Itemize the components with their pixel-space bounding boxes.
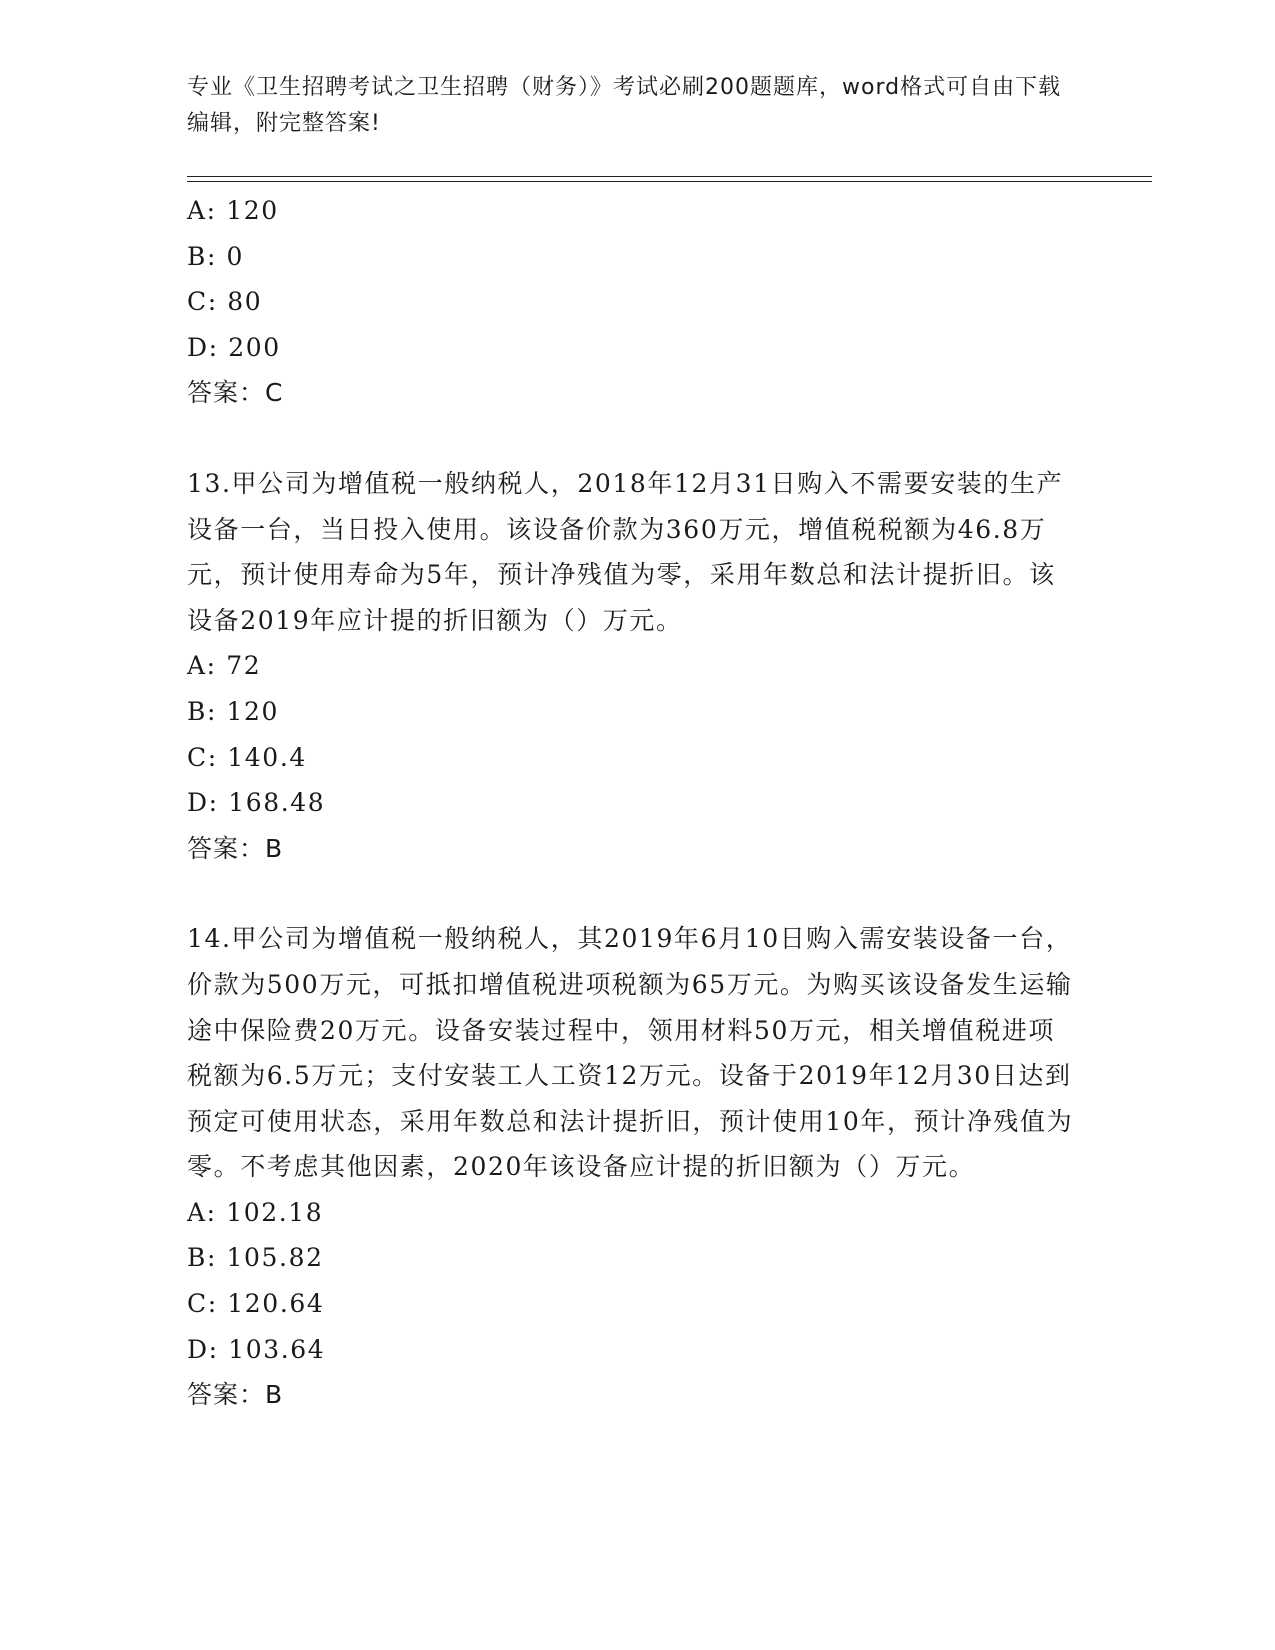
question-text: 14.甲公司为增值税一般纳税人，其2019年6月10日购入需安装设备一台，价款为500万元，可抵扣增值税进项税额为65万元。为购买该设备发生运输途中保险费20万元。设备安装过程中，领用材料50万元，相关增值税进项税额为6.5万元；支付安装工人工资12万元。设备于2019年12月30日达到预定可使用状态，采用年数总和法计提折旧，预计使用10年，预计净残值为零。不考虑其他因素，2020年该设备应计提的折旧额为（）万元。: [187, 924, 1074, 1182]
option-b: B: 0: [187, 241, 245, 271]
header-divider-bottom: [187, 181, 1152, 182]
option-a: A: 72: [187, 651, 262, 681]
option-b: B: 120: [187, 696, 280, 726]
question-block-13: [187, 461, 1087, 871]
question-list: [187, 188, 1087, 1418]
option-a: A: 120: [187, 196, 279, 225]
question-block-12: [187, 188, 1087, 416]
option-d: D: 103.64: [187, 1334, 326, 1364]
spacer: [187, 416, 1087, 461]
option-c: C: 140.4: [187, 742, 307, 772]
document-header: 专业《卫生招聘考试之卫生招聘（财务）》考试必刷200题题库，word格式可自由下载编辑，附完整答案!: [187, 75, 1062, 136]
header-divider-top: [187, 176, 1152, 177]
question-block-14: [187, 916, 1087, 1418]
option-c: C: 80: [187, 287, 263, 317]
option-c: C: 120.64: [187, 1289, 325, 1319]
answer-line: 答案：C: [187, 378, 284, 408]
answer-line: 答案：B: [187, 1380, 284, 1410]
answer-line: 答案：B: [187, 833, 284, 863]
option-a: A: 102.18: [187, 1197, 324, 1227]
question-text: 13.甲公司为增值税一般纳税人，2018年12月31日购入不需要安装的生产设备一台，当日投入使用。该设备价款为360万元，增值税税额为46.8万元，预计使用寿命为5年，预计净残值为零，采用年数总和法计提折旧。该设备2019年应计提的折旧额为（）万元。: [187, 468, 1064, 635]
option-d: D: 200: [187, 332, 281, 362]
option-d: D: 168.48: [187, 788, 326, 818]
spacer: [187, 871, 1087, 916]
option-b: B: 105.82: [187, 1243, 324, 1273]
